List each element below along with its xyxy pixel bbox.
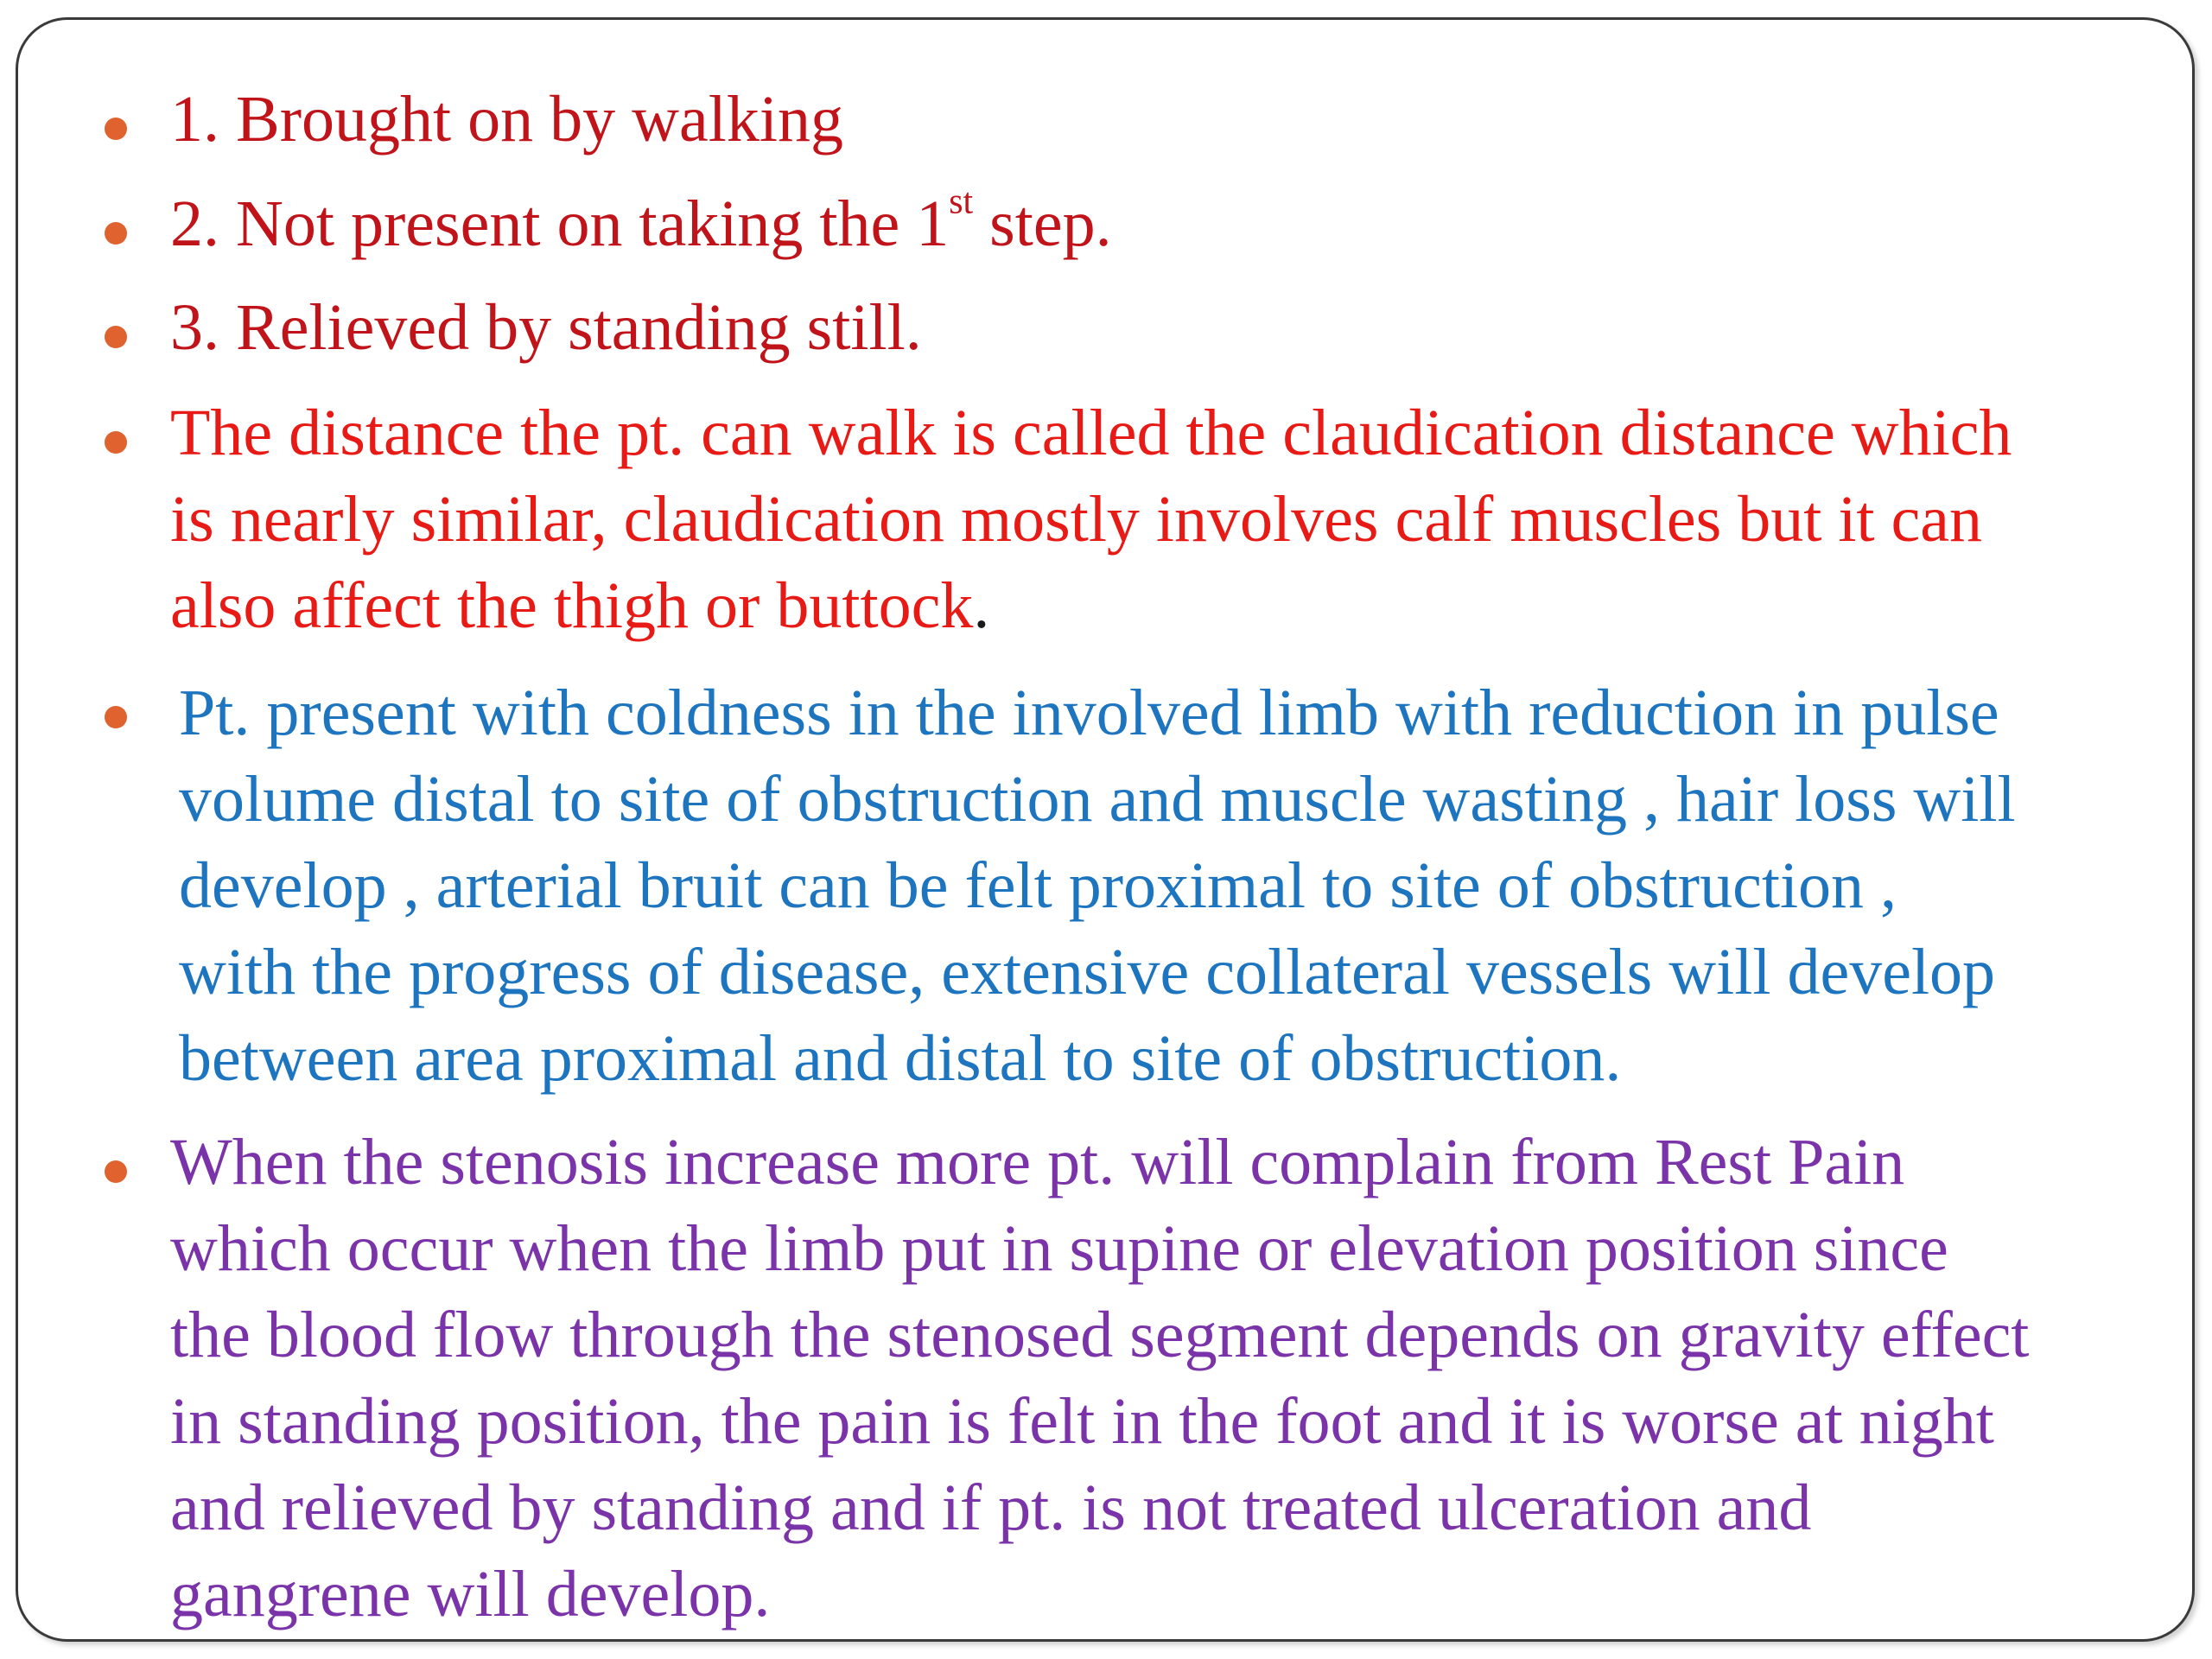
bullet-dot-icon bbox=[105, 222, 127, 245]
bullet-text: 3. Relieved by standing still. bbox=[170, 291, 922, 364]
bullet-dot-icon bbox=[105, 1160, 127, 1183]
bullet-dot-icon bbox=[105, 431, 127, 454]
bullet-dot-icon bbox=[105, 118, 127, 140]
bullet-text bbox=[170, 181, 1112, 267]
bullet-dot-icon bbox=[105, 326, 127, 348]
ordinal-superscript: st bbox=[949, 181, 974, 222]
bullet-text: 1. Brought on by walking bbox=[170, 83, 843, 156]
bullet-text: When the stenosis increase more pt. will complain from Rest Pain which occur when the limb put in supine or elevation position since the blood flow through the stenosed segment depends on gravity effect in standing position, the pain is felt in the foot and it is worse at night and relieved by standing and if pt. is not treated ulceration and gangrene will develop. bbox=[170, 1126, 2030, 1630]
bullet-text-part: step. bbox=[973, 188, 1112, 260]
bullet-text-part: 2. Not present on taking the 1 bbox=[170, 188, 950, 260]
trailing-period: . bbox=[973, 569, 990, 642]
bullet-text: Pt. present with coldness in the involved limb with reduction in pulse volume distal to site of obstruction and muscle wasting , hair loss will develop , arterial bruit can be felt proximal to site of obstruction , with the progress of disease, extensive collateral vessels will develop between area proximal and distal to site of obstruction. bbox=[179, 677, 2016, 1095]
bullet-text-part: The distance the pt. can walk is called the claudication distance which is nearly similar, claudication mostly involves calf muscles but it can also affect the thigh or buttock bbox=[170, 397, 2012, 642]
bullet-dot-icon bbox=[105, 706, 127, 728]
slide-frame bbox=[16, 17, 2195, 1642]
bullet-text bbox=[170, 390, 2012, 649]
